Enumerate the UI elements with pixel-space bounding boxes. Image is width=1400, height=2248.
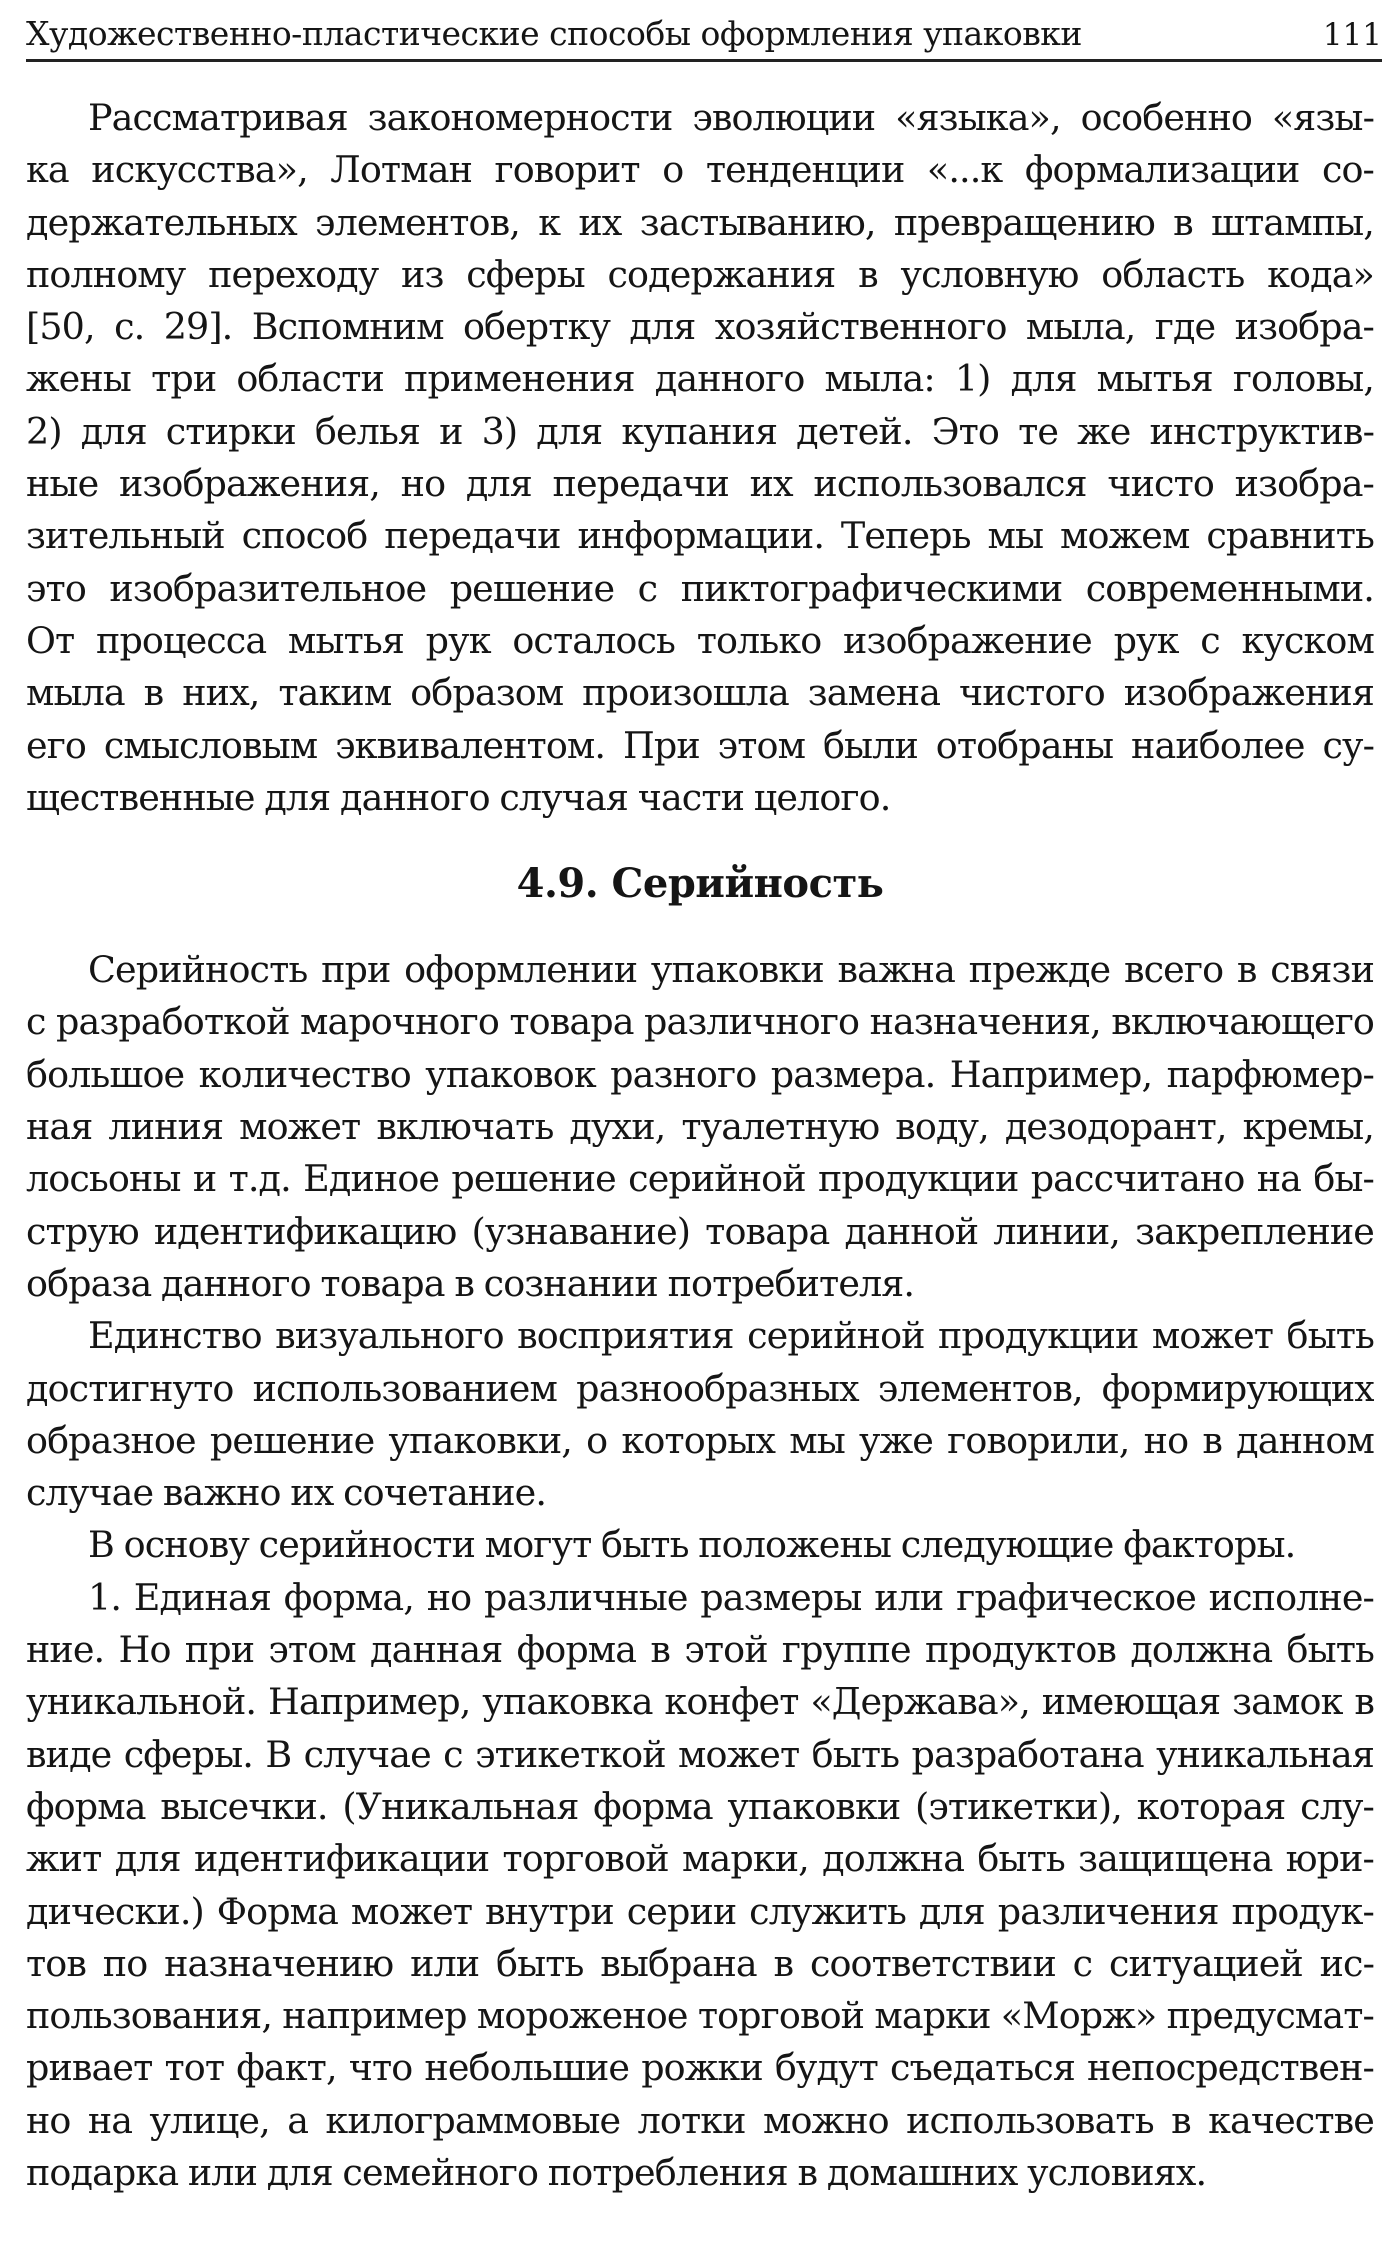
text-line: образное решение упаковки, о которых мы уже говорили, но в данном <box>26 1418 1374 1462</box>
text-line: ка искусства», Лотман говорит о тенденции «...к формализации со- <box>26 148 1374 192</box>
text-line: ние. Но при этом данная форма в этой группе продуктов должна быть <box>26 1628 1374 1672</box>
text-line: зительный способ передачи информации. Теперь мы можем сравнить <box>26 514 1374 558</box>
text-line: Серийность при оформлении упаковки важна прежде всего в связи <box>88 948 1374 992</box>
running-header <box>26 4 1382 62</box>
text-line: лосьоны и т.д. Единое решение серийной продукции рассчитано на бы- <box>26 1157 1374 1201</box>
text-line: уникальной. Например, упаковка конфет «Держава», имеющая замок в <box>26 1680 1374 1724</box>
text-line: достигнуто использованием разнообразных элементов, формирующих <box>26 1366 1374 1410</box>
text-line: От процесса мытья рук осталось только изображение рук с куском <box>26 618 1374 662</box>
paragraph-lotman <box>26 92 1374 824</box>
text-line: 1. Единая форма, но различные размеры или графическое исполне- <box>88 1575 1374 1619</box>
text-line: с разработкой марочного товара различного назначения, включающего <box>26 1000 1374 1044</box>
text-line: большое количество упаковок разного размера. Например, парфюмер- <box>26 1052 1374 1096</box>
text-line: Рассматривая закономерности эволюции «языка», особенно «язы- <box>88 96 1374 139</box>
running-title: Художественно-пластические способы оформления упаковки <box>26 14 1082 53</box>
text-line: подарка или для семейного потребления в домашних условиях. <box>26 2150 1207 2194</box>
text-line: [50, с. 29]. Вспомним обертку для хозяйственного мыла, где изобра- <box>26 305 1374 349</box>
text-line: мыла в них, таким образом произошла замена чистого изображения <box>26 671 1374 715</box>
section-heading: 4.9. Серийность <box>516 860 884 908</box>
paragraph-seriality-intro <box>26 944 1374 1310</box>
text-line: это изобразительное решение с пиктографическими современными. <box>26 566 1374 610</box>
text-line: но на улице, а килограммовые лотки можно использовать в качестве <box>26 2098 1374 2142</box>
text-line: струю идентификацию (узнавание) товара данной линии, закрепление <box>26 1209 1374 1253</box>
paragraph-factor-one <box>26 1572 1374 2200</box>
text-line: ная линия может включать духи, туалетную воду, дезодорант, кремы, <box>26 1105 1374 1149</box>
text-line: В основу серийности могут быть положены следующие факторы. <box>88 1523 1296 1567</box>
text-line: 2) для стирки белья и 3) для купания детей. Это те же инструктив- <box>26 409 1374 453</box>
text-line: тов по назначению или быть выбрана в соответствии с ситуацией ис- <box>26 1941 1374 1985</box>
text-line: держательных элементов, к их застыванию, превращению в штампы, <box>26 200 1374 244</box>
page-body <box>26 92 1374 2199</box>
page-number: 111 <box>1322 17 1382 53</box>
text-line: форма высечки. (Уникальная форма упаковки (этикетки), которая слу- <box>26 1784 1374 1828</box>
text-line: Единство визуального восприятия серийной продукции может быть <box>88 1314 1374 1358</box>
paragraph-factors <box>26 1519 1374 1571</box>
text-line: его смысловым эквивалентом. При этом были отобраны наиболее су- <box>26 723 1374 767</box>
text-line: виде сферы. В случае с этикеткой может быть разработана уникальная <box>26 1732 1374 1776</box>
text-line: жены три области применения данного мыла: 1) для мытья головы, <box>26 357 1374 401</box>
text-line: щественные для данного случая части целого. <box>26 775 891 819</box>
text-line: пользования, например мороженое торговой марки «Морж» предусмат- <box>26 1994 1374 2038</box>
text-line: полному переходу из сферы содержания в условную область кода» <box>26 252 1374 296</box>
text-line: случае важно их сочетание. <box>26 1471 547 1515</box>
text-line: ные изображения, но для передачи их использовался чисто изобра- <box>26 462 1374 506</box>
paragraph-visual-unity <box>26 1310 1374 1519</box>
text-line: жит для идентификации торговой марки, должна быть защищена юри- <box>26 1837 1374 1881</box>
text-line: ривает тот факт, что небольшие рожки будут съедаться непосредствен- <box>26 2046 1374 2090</box>
text-line: образа данного товара в сознании потребителя. <box>26 1261 915 1305</box>
text-line: дически.) Форма может внутри серии служить для различения продук- <box>26 1889 1374 1933</box>
